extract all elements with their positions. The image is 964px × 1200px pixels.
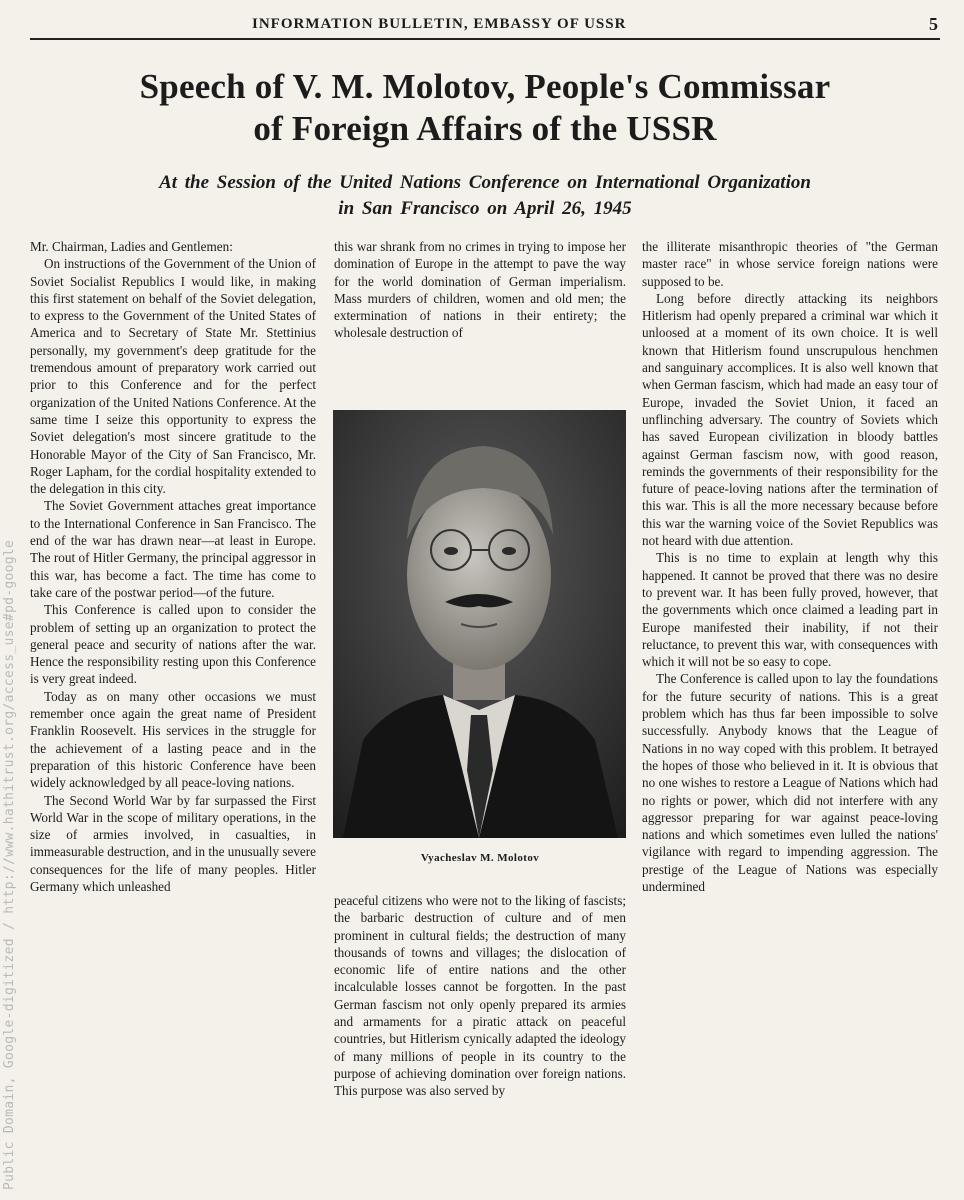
text-column-2-bottom xyxy=(334,892,626,1100)
salutation: Mr. Chairman, Ladies and Gentlemen: xyxy=(30,239,233,254)
paragraph: Today as on many other occasions we must remember once again the great name of President Franklin Roosevelt. His services in the struggle for the achievement of a lasting peace and in the preparation of this historic Conference have been widely acknowledged by all peace-loving nations. xyxy=(30,688,316,791)
page-number: 5 xyxy=(929,14,938,34)
article-title xyxy=(30,66,940,150)
running-title: INFORMATION BULLETIN, EMBASSY OF USSR xyxy=(252,16,627,32)
article-subtitle xyxy=(28,170,942,222)
paragraph: This Conference is called upon to consider the problem of setting up an organization to protect the general peace and security of nations after the war. Hence the responsibility resting upon this Conference is very great indeed. xyxy=(30,602,316,687)
text-column-2-top xyxy=(334,238,626,342)
paragraph: The Conference is called upon to lay the foundations for the future security of nations. This is a great problem which has thus far been impossible to solve successfully. Anybody knows that the League of Nations in no way coped with this problem. It betrayed the hopes of those who believed in it. It is obvious that no one wishes to restore a League of Nations which had no rights or power, which did not interfere with any aggressor preparing for war against peace-loving nations and which sometimes even lulled the nations' vigilance with regard to impending aggression. The prestige of the League of Nations was especially undermined xyxy=(642,671,938,894)
paragraph: This is no time to explain at length why this happened. It cannot be proved that there was no desire to prevent war. It has been fully proved, however, that the governments which once claimed a leading part in Europe manifested their inability, if not their reluctance, to prevent this war, with consequences with which it will not be so easy to cope. xyxy=(642,550,938,670)
paragraph: The Soviet Government attaches great importance to the International Conference in San Francisco. The end of the war has drawn near—at least in Europe. The rout of Hitler Germany, the principal aggressor in this war, has become a fact. The time has come to take care of the postwar period—of the future. xyxy=(30,498,316,600)
text-column-1 xyxy=(30,238,316,895)
paragraph: peaceful citizens who were not to the liking of fascists; the barbaric destruction of culture and of men prominent in cultural fields; the destruction of many thousands of towns and villages; the dislocation of economic life of entire nations and the other incalculable losses cannot be forgotten. In the past German fascism not only openly prepared its armies and armaments for a piratic attack on peaceful countries, but Hitlerism cynically adapted the ideology of many millions of people in its country to the purpose of achieving domination over foreign nations. This purpose was also served by xyxy=(334,893,626,1099)
paragraph: the illiterate misanthropic theories of "the German master race" in whose service foreign nations were supposed to be. xyxy=(642,239,938,289)
subtitle-line-1: At the Session of the United Nations Conference on International Organization xyxy=(159,172,811,193)
text-column-3 xyxy=(642,238,938,895)
title-line-1: Speech of V. M. Molotov, People's Commissar xyxy=(139,67,831,106)
photo-caption: Vyacheslav M. Molotov xyxy=(420,852,540,864)
paragraph: this war shrank from no crimes in trying to impose her domination of Europe in the attempt to pave the way for the world domination of German imperialism. Mass murders of children, women and old men; the extermination of nations in their entirety; the wholesale destruction of xyxy=(334,239,626,341)
portrait-illustration xyxy=(333,410,626,838)
subtitle-line-2: in San Francisco on April 26, 1945 xyxy=(338,198,632,219)
paragraph: The Second World War by far surpassed the First World War in the scope of military operations, in the size of armies involved, in casualties, in immeasurable destruction, and in the unusually severe consequences for the life of many peoples. Hitler Germany which unleashed xyxy=(30,792,317,894)
title-line-2: of Foreign Affairs of the USSR xyxy=(253,109,717,148)
paragraph: Long before directly attacking its neighbors Hitlerism had openly prepared a criminal war which it unloosed at a moment of its own choice. It is well known that Hitlerism found unscrupulous henchmen and sanguinary accomplices. It is also well known that when German fascism, which had made an easy tour of Europe, invaded the Soviet Union, it faced an unflinching adversary. The country of Soviets which has saved European civilization in bloody battles against German fascism now, with good reason, reminds the governments of their responsibility for the future of peace-loving nations after the termination of this war. This is all the more necessary because before this war the warning voice of the Soviet Republics was not heard with due attention. xyxy=(642,290,938,549)
digitization-watermark: Public Domain, Google-digitized / http://www.hathitrust.org/access_use#pd-google xyxy=(2,539,17,1190)
paragraph: On instructions of the Government of the Union of Soviet Socialist Republics I would like, in making this first statement on behalf of the Soviet delegation, to express to the Government of the United States of America and to Secretary of State Mr. Stettinius personally, my government's deep gratitude for the tremendous amount of preparatory work carried out prior to this Conference and for the perfect organization of the United Nations Conference. At the same time I seize this opportunity to express the Soviet delegation's most sincere gratitude to the Honorable Mayor of the City of San Francisco, Mr. Roger Lapham, for the cordial hospitality extended to the delegation in this city. xyxy=(30,256,316,497)
portrait-photo xyxy=(333,410,626,838)
page-header xyxy=(30,14,940,40)
